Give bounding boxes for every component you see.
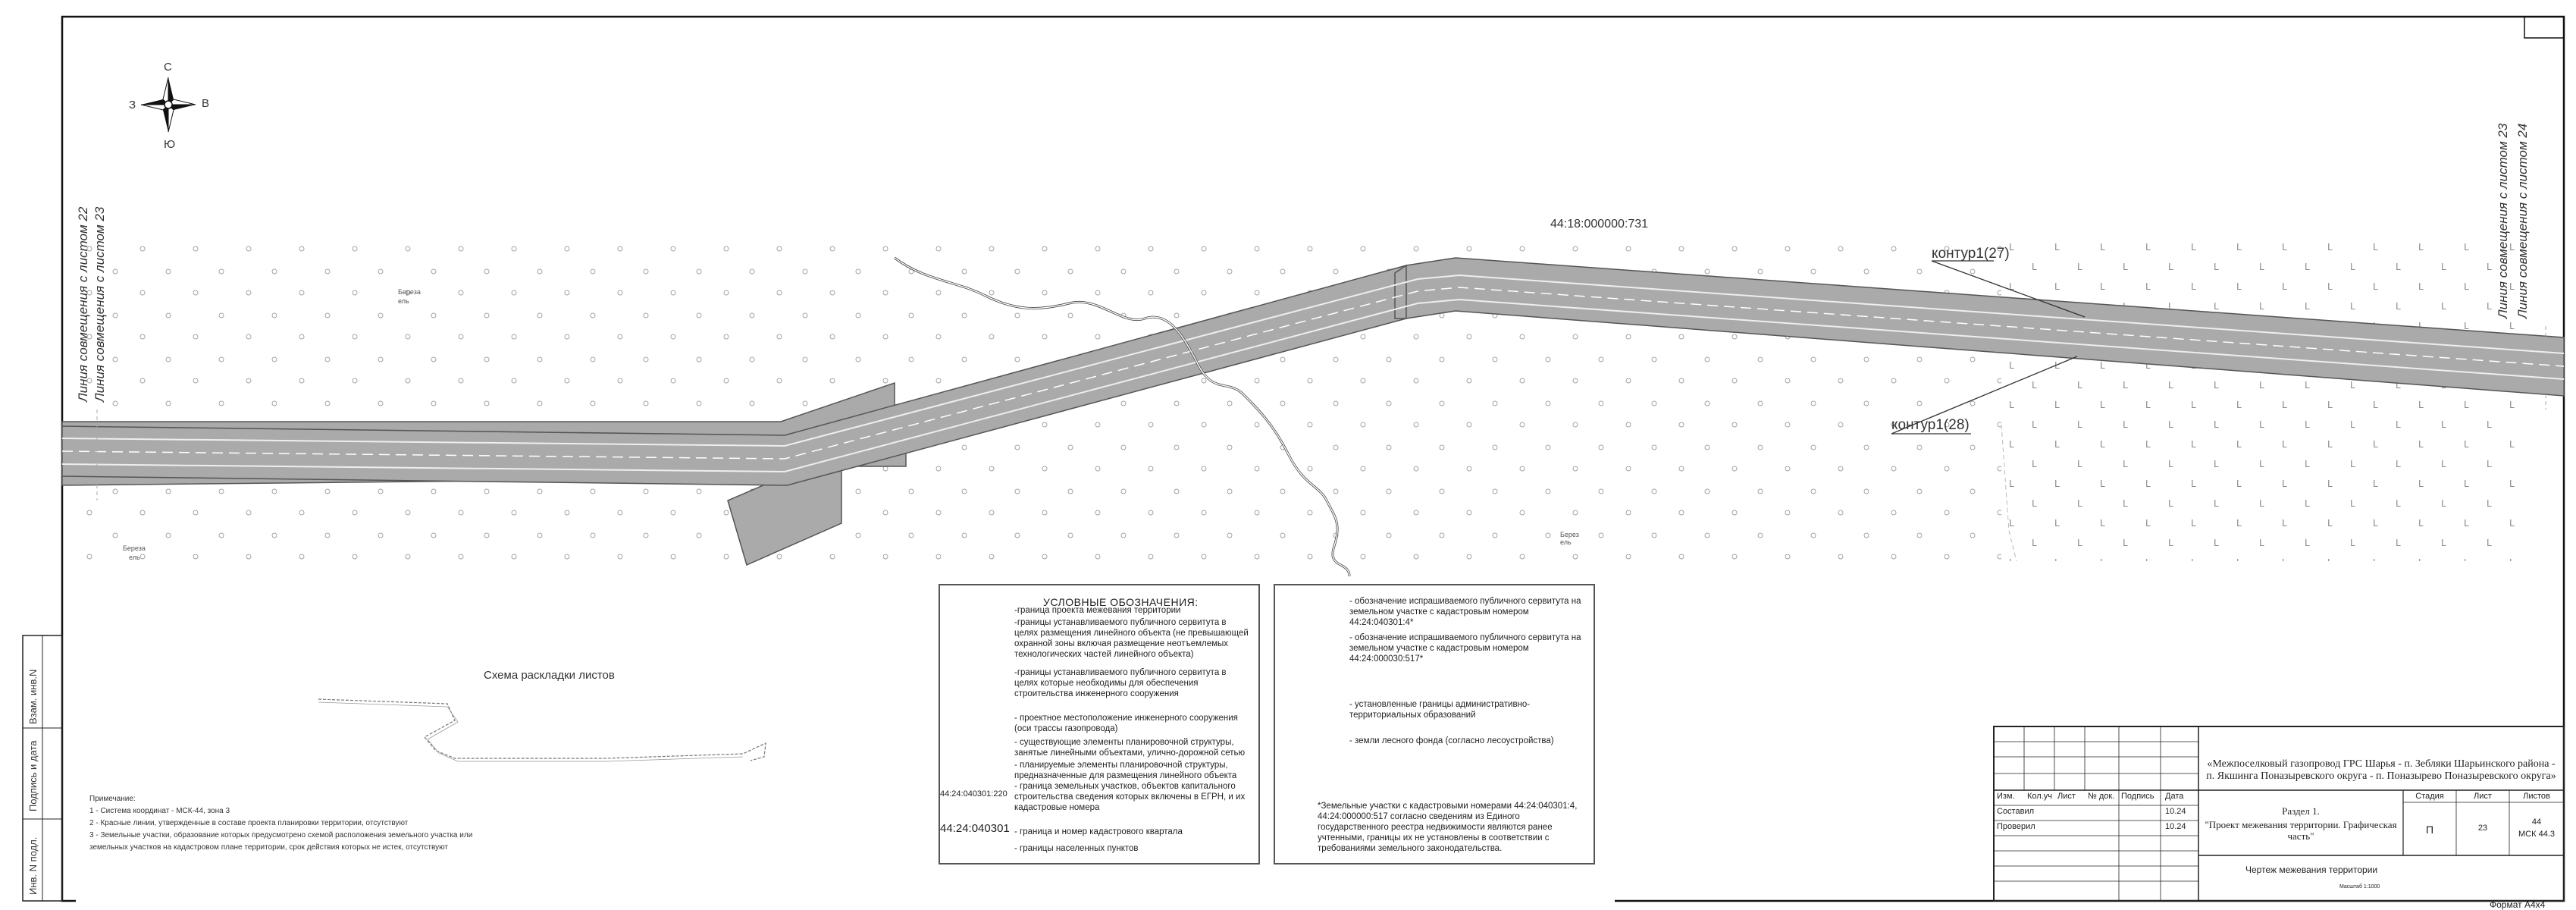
tb-sostavil: Составил bbox=[1997, 807, 2035, 816]
legend-item-4: - проектное местоположение инженерного сооружения (оси трассы газопровода) bbox=[1014, 714, 1238, 733]
note-item: 3 - Земельные участки, образование которых предусмотрено схемой расположения земельного участка или bbox=[89, 831, 473, 839]
corridor-notch bbox=[1395, 265, 1406, 318]
tree-label-4: ель bbox=[129, 554, 140, 561]
tb-listov-v: 44 bbox=[2531, 817, 2542, 827]
tb-stadia-v: П bbox=[2425, 824, 2434, 836]
tb-h-list: Лист bbox=[2057, 792, 2076, 801]
note-item: 2 - Красные линии, утвержденные в составе проекта планировки территории, отсутствуют bbox=[89, 819, 409, 827]
note-item: земельных участков на кадастровом плане территории, срок действия которых не истек, отсутствуют bbox=[89, 843, 448, 852]
north-arrow-icon bbox=[141, 77, 196, 132]
tb-doc-title: "Проект межевания территории. Графическая часть" bbox=[2205, 819, 2397, 842]
cadastral-number-top: 44:18:000000:731 bbox=[1550, 218, 1649, 231]
legend-item-7: - граница земельных участков, объектов капитального строительства сведения которых включены в ЕГРН, и их кадастровые номера bbox=[1014, 782, 1246, 812]
match-line-left-22: Линия совмещения с листом 22 bbox=[76, 206, 90, 402]
side-stamp-sign: Подпись и дата bbox=[27, 740, 39, 811]
tb-stadia-h: Стадия bbox=[2415, 792, 2444, 801]
side-stamp-vzam: Взам. инв.N bbox=[27, 669, 39, 724]
tb-msk: МСК 44.3 bbox=[2518, 830, 2555, 839]
compass-north: С bbox=[164, 61, 172, 74]
tb-scale: Масштаб 1:1000 bbox=[2339, 884, 2380, 890]
compass-south: Ю bbox=[164, 138, 176, 151]
tb-date-2: 10.24 bbox=[2165, 822, 2186, 831]
contour-28-label: контур1(28) bbox=[1891, 417, 1970, 433]
tree-label-3: Береза bbox=[123, 544, 146, 552]
legend-main-title: УСЛОВНЫЕ ОБОЗНАЧЕНИЯ: bbox=[1043, 596, 1199, 608]
legend2-item-2: - обозначение испрашиваемого публичного сервитута на земельном участке с кадастровым номером 44:24:000030:517* bbox=[1349, 633, 1581, 664]
legend2-item-4: - земли лесного фонда (согласно лесоустройства) bbox=[1349, 736, 1554, 745]
tb-date-1: 10.24 bbox=[2165, 807, 2186, 816]
legend2-footnote: *Земельные участки с кадастровыми номерами 44:24:040301:4, 44:24:000000:517 согласно сведениям из Единого государственного реестра недвижимости являются ранее учтенными, границы их не установлены в соответствии с требованиями земельного законодательства. bbox=[1318, 802, 1578, 853]
tb-listov-h: Листов bbox=[2523, 792, 2550, 801]
note-item: 1 - Система координат - МСК-44, зона 3 bbox=[89, 807, 230, 815]
scheme-title: Схема раскладки листов bbox=[484, 669, 615, 682]
tb-section: Раздел 1. bbox=[2282, 805, 2320, 817]
tb-h-podp: Подпись bbox=[2121, 792, 2155, 801]
compass-west: З bbox=[129, 99, 136, 111]
legend-item-8: - граница и номер кадастрового квартала bbox=[1014, 827, 1183, 836]
legend-item-2: -границы устанавливаемого публичного сервитута в целях размещения линейного объекта (не превышающей охранной зоны включая размещение неотъемлемых технологических частей линейного объекта) bbox=[1014, 618, 1249, 659]
legend-item-9: - границы населенных пунктов bbox=[1014, 844, 1139, 853]
match-line-right-23: Линия совмещения с листом 23 bbox=[2496, 123, 2510, 318]
tb-list-h: Лист bbox=[2474, 792, 2492, 801]
tb-format: Формат А4х4 bbox=[2490, 899, 2546, 910]
tree-label-5: Берез ель bbox=[1560, 531, 1579, 546]
tb-h-ndok: № док. bbox=[2088, 792, 2115, 801]
legend-item-5: - существующие элементы планировочной структуры, занятые линейными объектами, улично-дорожной сетью bbox=[1014, 738, 1246, 758]
legend-item-3: -границы устанавливаемого публичного сервитута в целях которые необходимы для обеспечения строительства инженерного сооружения bbox=[1014, 668, 1227, 698]
tree-label-1: Береза bbox=[398, 288, 421, 296]
tb-proveril: Проверил bbox=[1997, 822, 2035, 831]
tb-h-kol: Кол.уч bbox=[2027, 792, 2052, 801]
tb-h-data: Дата bbox=[2165, 792, 2184, 801]
tb-h-izm: Изм. bbox=[1997, 792, 2015, 801]
legend2-item-3: - установленные границы административно-территориальных образований bbox=[1349, 700, 1531, 720]
tb-list-v: 23 bbox=[2477, 824, 2488, 833]
notes bbox=[89, 793, 472, 854]
match-line-right-24: Линия совмещения с листом 24 bbox=[2515, 123, 2530, 318]
side-stamp-inv: Инв. N подл. bbox=[27, 836, 39, 895]
notes-title: Примечание: bbox=[89, 795, 136, 803]
legend-item-6: - планируемые элементы планировочной структуры, предназначенные для размещения линейного объекта bbox=[1014, 761, 1237, 780]
legend-item-1: -граница проекта межевания территории bbox=[1014, 606, 1181, 615]
legend-code-1: 44:24:040301:220 bbox=[940, 789, 1008, 799]
tb-project-title: «Межпоселковый газопровод ГРС Шарья - п. Зебляки Шарьинского района - п. Якшинга Поназыревского округа - п. Поназырево Поназыревского округа» bbox=[2206, 758, 2556, 782]
contour-27-label: контур1(27) bbox=[1932, 246, 2010, 262]
compass-east: В bbox=[202, 97, 210, 110]
legend2-item-1: - обозначение испрашиваемого публичного сервитута на земельном участке с кадастровым номером 44:24:040301:4* bbox=[1349, 597, 1581, 627]
meadow-area bbox=[2001, 243, 2532, 561]
tree-label-2: ель bbox=[398, 297, 409, 305]
legend-code-2: 44:24:040301 bbox=[940, 822, 1010, 835]
tb-drawing-name: Чертеж межевания территории bbox=[2245, 864, 2378, 875]
match-line-left-23: Линия совмещения с листом 23 bbox=[92, 206, 107, 402]
